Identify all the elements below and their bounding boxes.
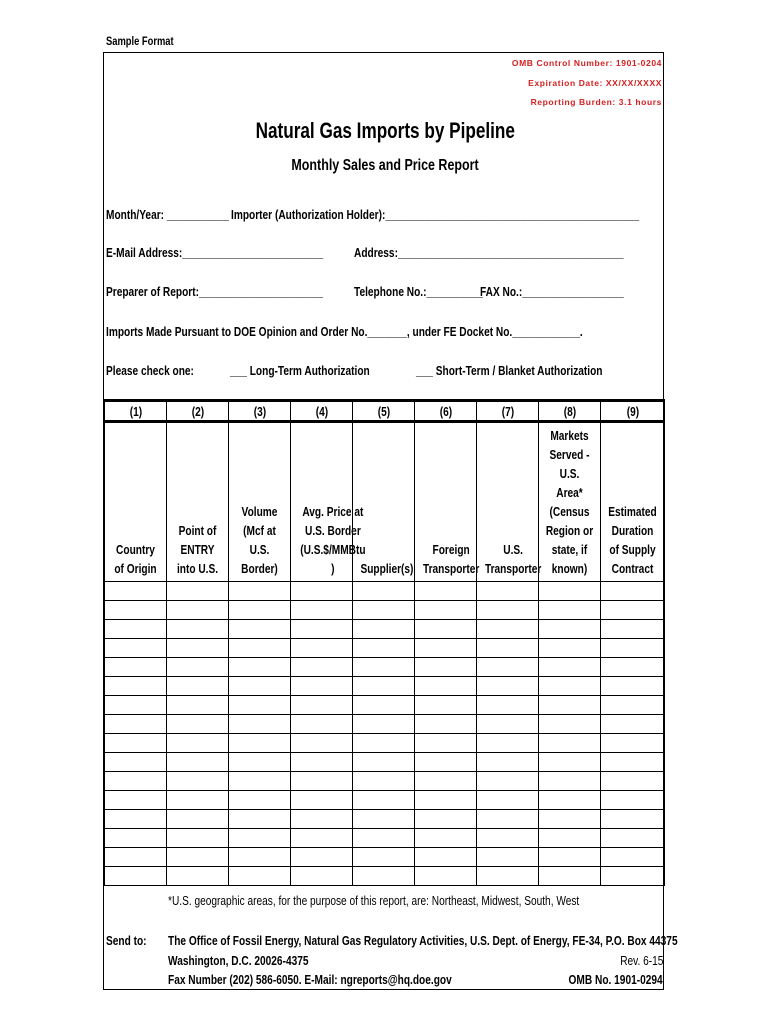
table-cell[interactable] bbox=[415, 867, 477, 886]
table-cell[interactable] bbox=[601, 772, 665, 791]
table-row bbox=[105, 791, 665, 810]
table-cell[interactable] bbox=[353, 715, 415, 734]
table-cell[interactable] bbox=[477, 810, 539, 829]
table-cell[interactable] bbox=[105, 620, 167, 639]
table-cell[interactable] bbox=[415, 810, 477, 829]
revision-label: Rev. 6-15 bbox=[619, 953, 663, 968]
table-cell[interactable] bbox=[601, 810, 665, 829]
table-cell[interactable] bbox=[167, 582, 229, 601]
table-cell[interactable] bbox=[167, 601, 229, 620]
telephone-field[interactable]: Telephone No.:__________ bbox=[354, 284, 483, 299]
table-cell[interactable] bbox=[229, 582, 291, 601]
table-cell[interactable] bbox=[353, 791, 415, 810]
fax-email-line: Fax Number (202) 586-6050. E-Mail: ngreports@hq.doe.gov bbox=[168, 972, 452, 987]
table-cell[interactable] bbox=[105, 734, 167, 753]
table-cell[interactable] bbox=[415, 658, 477, 677]
table-cell[interactable] bbox=[539, 791, 601, 810]
table-cell[interactable] bbox=[601, 601, 665, 620]
table-cell[interactable] bbox=[167, 620, 229, 639]
table-cell[interactable] bbox=[105, 829, 167, 848]
table-cell[interactable] bbox=[539, 753, 601, 772]
table-cell[interactable] bbox=[601, 791, 665, 810]
table-cell[interactable] bbox=[353, 639, 415, 658]
table-cell[interactable] bbox=[167, 848, 229, 867]
importer-field[interactable]: Importer (Authorization Holder):_____________________________________________ bbox=[231, 207, 640, 222]
month-year-field[interactable]: Month/Year: ___________ bbox=[106, 207, 229, 222]
address-line-2: Washington, D.C. 20026-4375 bbox=[168, 953, 309, 968]
form-subtitle: Monthly Sales and Price Report bbox=[291, 157, 479, 174]
table-cell[interactable] bbox=[353, 582, 415, 601]
table-cell[interactable] bbox=[477, 582, 539, 601]
column-header: Foreign Transporter bbox=[415, 422, 477, 582]
table-cell[interactable] bbox=[353, 772, 415, 791]
table-cell[interactable] bbox=[167, 658, 229, 677]
table-cell[interactable] bbox=[601, 715, 665, 734]
table-cell[interactable] bbox=[601, 639, 665, 658]
table-cell[interactable] bbox=[539, 696, 601, 715]
table-cell[interactable] bbox=[415, 848, 477, 867]
table-cell[interactable] bbox=[229, 696, 291, 715]
table-cell[interactable] bbox=[601, 696, 665, 715]
table-cell[interactable] bbox=[105, 696, 167, 715]
table-cell[interactable] bbox=[539, 639, 601, 658]
omb-control-number: OMB Control Number: 1901-0204 bbox=[511, 58, 662, 68]
table-cell[interactable] bbox=[539, 620, 601, 639]
table-row bbox=[105, 639, 665, 658]
table-cell[interactable] bbox=[601, 753, 665, 772]
table-row bbox=[105, 829, 665, 848]
table-cell[interactable] bbox=[167, 677, 229, 696]
table-cell[interactable] bbox=[415, 829, 477, 848]
table-cell[interactable] bbox=[353, 677, 415, 696]
table-cell[interactable] bbox=[353, 867, 415, 886]
column-number: (5) bbox=[353, 401, 415, 422]
column-number: (2) bbox=[167, 401, 229, 422]
table-cell[interactable] bbox=[229, 829, 291, 848]
table-cell[interactable] bbox=[291, 620, 353, 639]
table-row bbox=[105, 582, 665, 601]
table-row bbox=[105, 696, 665, 715]
data-table bbox=[104, 399, 665, 886]
table-cell[interactable] bbox=[105, 582, 167, 601]
table-cell[interactable] bbox=[415, 772, 477, 791]
table-cell[interactable] bbox=[167, 867, 229, 886]
table-cell[interactable] bbox=[415, 601, 477, 620]
table-cell[interactable] bbox=[167, 829, 229, 848]
column-number-row bbox=[105, 401, 665, 422]
table-cell[interactable] bbox=[229, 639, 291, 658]
short-term-checkbox[interactable]: ___ Short-Term / Blanket Authorization bbox=[416, 363, 603, 378]
reporting-burden: Reporting Burden: 3.1 hours bbox=[530, 97, 662, 107]
table-cell[interactable] bbox=[601, 734, 665, 753]
table-cell[interactable] bbox=[353, 848, 415, 867]
table-cell[interactable] bbox=[415, 715, 477, 734]
table-row bbox=[105, 867, 665, 886]
table-cell[interactable] bbox=[291, 677, 353, 696]
please-check-label: Please check one: bbox=[106, 363, 194, 378]
column-number: (9) bbox=[601, 401, 665, 422]
imports-pursuant-field[interactable]: Imports Made Pursuant to DOE Opinion and Order No._______, under FE Docket No.____________. bbox=[106, 324, 583, 339]
table-cell[interactable] bbox=[229, 772, 291, 791]
column-header: Point of ENTRY into U.S. bbox=[167, 422, 229, 582]
table-cell[interactable] bbox=[477, 791, 539, 810]
expiration-date: Expiration Date: XX/XX/XXXX bbox=[528, 78, 662, 88]
table-cell[interactable] bbox=[477, 829, 539, 848]
table-cell[interactable] bbox=[477, 658, 539, 677]
column-header: Estimated Duration of Supply Contract bbox=[601, 422, 665, 582]
table-cell[interactable] bbox=[167, 715, 229, 734]
table-cell[interactable] bbox=[477, 677, 539, 696]
table-cell[interactable] bbox=[291, 848, 353, 867]
table-cell[interactable] bbox=[477, 848, 539, 867]
omb-number: OMB No. 1901-0294 bbox=[568, 972, 663, 987]
table-cell[interactable] bbox=[539, 734, 601, 753]
table-cell[interactable] bbox=[229, 867, 291, 886]
column-header: U.S. Transporter bbox=[477, 422, 539, 582]
table-row bbox=[105, 734, 665, 753]
table-cell[interactable] bbox=[601, 582, 665, 601]
table-cell[interactable] bbox=[229, 810, 291, 829]
table-cell[interactable] bbox=[229, 658, 291, 677]
table-cell[interactable] bbox=[415, 696, 477, 715]
table-cell[interactable] bbox=[415, 753, 477, 772]
table-cell[interactable] bbox=[601, 848, 665, 867]
table-cell[interactable] bbox=[105, 715, 167, 734]
table-cell[interactable] bbox=[415, 734, 477, 753]
table-row bbox=[105, 677, 665, 696]
table-cell[interactable] bbox=[601, 677, 665, 696]
table-cell[interactable] bbox=[105, 601, 167, 620]
table-cell[interactable] bbox=[353, 753, 415, 772]
table-cell[interactable] bbox=[229, 848, 291, 867]
table-cell[interactable] bbox=[539, 829, 601, 848]
table-cell[interactable] bbox=[291, 696, 353, 715]
table-cell[interactable] bbox=[539, 601, 601, 620]
column-number: (4) bbox=[291, 401, 353, 422]
preparer-field[interactable]: Preparer of Report:______________________ bbox=[106, 284, 324, 299]
table-cell[interactable] bbox=[291, 810, 353, 829]
table-cell[interactable] bbox=[539, 677, 601, 696]
table-cell[interactable] bbox=[353, 734, 415, 753]
table-cell[interactable] bbox=[477, 867, 539, 886]
table-cell[interactable] bbox=[477, 696, 539, 715]
column-header: Supplier(s) bbox=[353, 422, 415, 582]
table-cell[interactable] bbox=[291, 582, 353, 601]
table-cell[interactable] bbox=[353, 696, 415, 715]
long-term-checkbox[interactable]: ___ Long-Term Authorization bbox=[230, 363, 370, 378]
table-cell[interactable] bbox=[105, 658, 167, 677]
table-cell[interactable] bbox=[291, 639, 353, 658]
table-cell[interactable] bbox=[601, 829, 665, 848]
table-cell[interactable] bbox=[539, 772, 601, 791]
table-cell[interactable] bbox=[477, 715, 539, 734]
table-cell[interactable] bbox=[539, 715, 601, 734]
table-cell[interactable] bbox=[229, 791, 291, 810]
table-cell[interactable] bbox=[353, 658, 415, 677]
column-number: (1) bbox=[105, 401, 167, 422]
table-cell[interactable] bbox=[229, 734, 291, 753]
table-row bbox=[105, 658, 665, 677]
table-cell[interactable] bbox=[291, 734, 353, 753]
table-cell[interactable] bbox=[105, 639, 167, 658]
table-cell[interactable] bbox=[229, 715, 291, 734]
table-cell[interactable] bbox=[105, 772, 167, 791]
address-line-1: The Office of Fossil Energy, Natural Gas Regulatory Activities, U.S. Dept. of Energy, FE-34, P.O. Box 44375 bbox=[168, 933, 678, 948]
table-cell[interactable] bbox=[601, 867, 665, 886]
table-cell[interactable] bbox=[105, 677, 167, 696]
table-cell[interactable] bbox=[539, 658, 601, 677]
table-cell[interactable] bbox=[291, 772, 353, 791]
table-cell[interactable] bbox=[601, 658, 665, 677]
table-cell[interactable] bbox=[477, 601, 539, 620]
column-header: Avg. Price at U.S. Border (U.S.$/MMBtu ) bbox=[291, 422, 353, 582]
column-header: Country of Origin bbox=[105, 422, 167, 582]
table-cell[interactable] bbox=[353, 810, 415, 829]
table-cell[interactable] bbox=[291, 867, 353, 886]
table-cell[interactable] bbox=[291, 829, 353, 848]
table-cell[interactable] bbox=[539, 867, 601, 886]
footnote: *U.S. geographic areas, for the purpose of this report, are: Northeast, Midwest, South, West bbox=[168, 893, 580, 908]
table-cell[interactable] bbox=[539, 848, 601, 867]
table-cell[interactable] bbox=[291, 715, 353, 734]
table-cell[interactable] bbox=[167, 791, 229, 810]
table-row bbox=[105, 772, 665, 791]
table-cell[interactable] bbox=[167, 810, 229, 829]
table-row bbox=[105, 601, 665, 620]
table-cell[interactable] bbox=[477, 734, 539, 753]
table-cell[interactable] bbox=[539, 582, 601, 601]
table-cell[interactable] bbox=[291, 753, 353, 772]
table-cell[interactable] bbox=[415, 791, 477, 810]
form-title: Natural Gas Imports by Pipeline bbox=[255, 118, 515, 143]
table-cell[interactable] bbox=[229, 753, 291, 772]
table-cell[interactable] bbox=[105, 753, 167, 772]
column-number: (7) bbox=[477, 401, 539, 422]
table-cell[interactable] bbox=[477, 772, 539, 791]
email-field[interactable]: E-Mail Address:_________________________ bbox=[106, 245, 324, 260]
column-number: (8) bbox=[539, 401, 601, 422]
table-cell[interactable] bbox=[291, 658, 353, 677]
table-cell[interactable] bbox=[601, 620, 665, 639]
table-cell[interactable] bbox=[353, 829, 415, 848]
column-header-row bbox=[105, 422, 665, 582]
table-cell[interactable] bbox=[105, 867, 167, 886]
table-cell[interactable] bbox=[477, 753, 539, 772]
table-cell[interactable] bbox=[105, 810, 167, 829]
table-row bbox=[105, 810, 665, 829]
table-cell[interactable] bbox=[229, 677, 291, 696]
table-cell[interactable] bbox=[229, 601, 291, 620]
column-number: (6) bbox=[415, 401, 477, 422]
table-cell[interactable] bbox=[167, 696, 229, 715]
table-cell[interactable] bbox=[415, 582, 477, 601]
table-row bbox=[105, 715, 665, 734]
table-cell[interactable] bbox=[167, 734, 229, 753]
column-number: (3) bbox=[229, 401, 291, 422]
table-cell[interactable] bbox=[167, 639, 229, 658]
address-field[interactable]: Address:________________________________________ bbox=[354, 245, 624, 260]
table-cell[interactable] bbox=[167, 753, 229, 772]
table-cell[interactable] bbox=[167, 772, 229, 791]
send-to-label: Send to: bbox=[106, 933, 147, 948]
table-cell[interactable] bbox=[477, 639, 539, 658]
table-cell[interactable] bbox=[105, 791, 167, 810]
sample-format-label: Sample Format bbox=[106, 34, 174, 48]
column-header: Volume (Mcf at U.S. Border) bbox=[229, 422, 291, 582]
table-cell[interactable] bbox=[229, 620, 291, 639]
table-cell[interactable] bbox=[291, 791, 353, 810]
table-cell[interactable] bbox=[353, 601, 415, 620]
table-cell[interactable] bbox=[539, 810, 601, 829]
table-cell[interactable] bbox=[105, 848, 167, 867]
table-cell[interactable] bbox=[291, 601, 353, 620]
table-cell[interactable] bbox=[415, 620, 477, 639]
table-row bbox=[105, 753, 665, 772]
column-header: Markets Served - U.S. Area* (Census Region or state, if known) bbox=[539, 422, 601, 582]
table-cell[interactable] bbox=[477, 620, 539, 639]
table-cell[interactable] bbox=[353, 620, 415, 639]
table-cell[interactable] bbox=[415, 639, 477, 658]
table-row bbox=[105, 848, 665, 867]
table-cell[interactable] bbox=[415, 677, 477, 696]
fax-field[interactable]: FAX No.:__________________ bbox=[480, 284, 624, 299]
table-row bbox=[105, 620, 665, 639]
